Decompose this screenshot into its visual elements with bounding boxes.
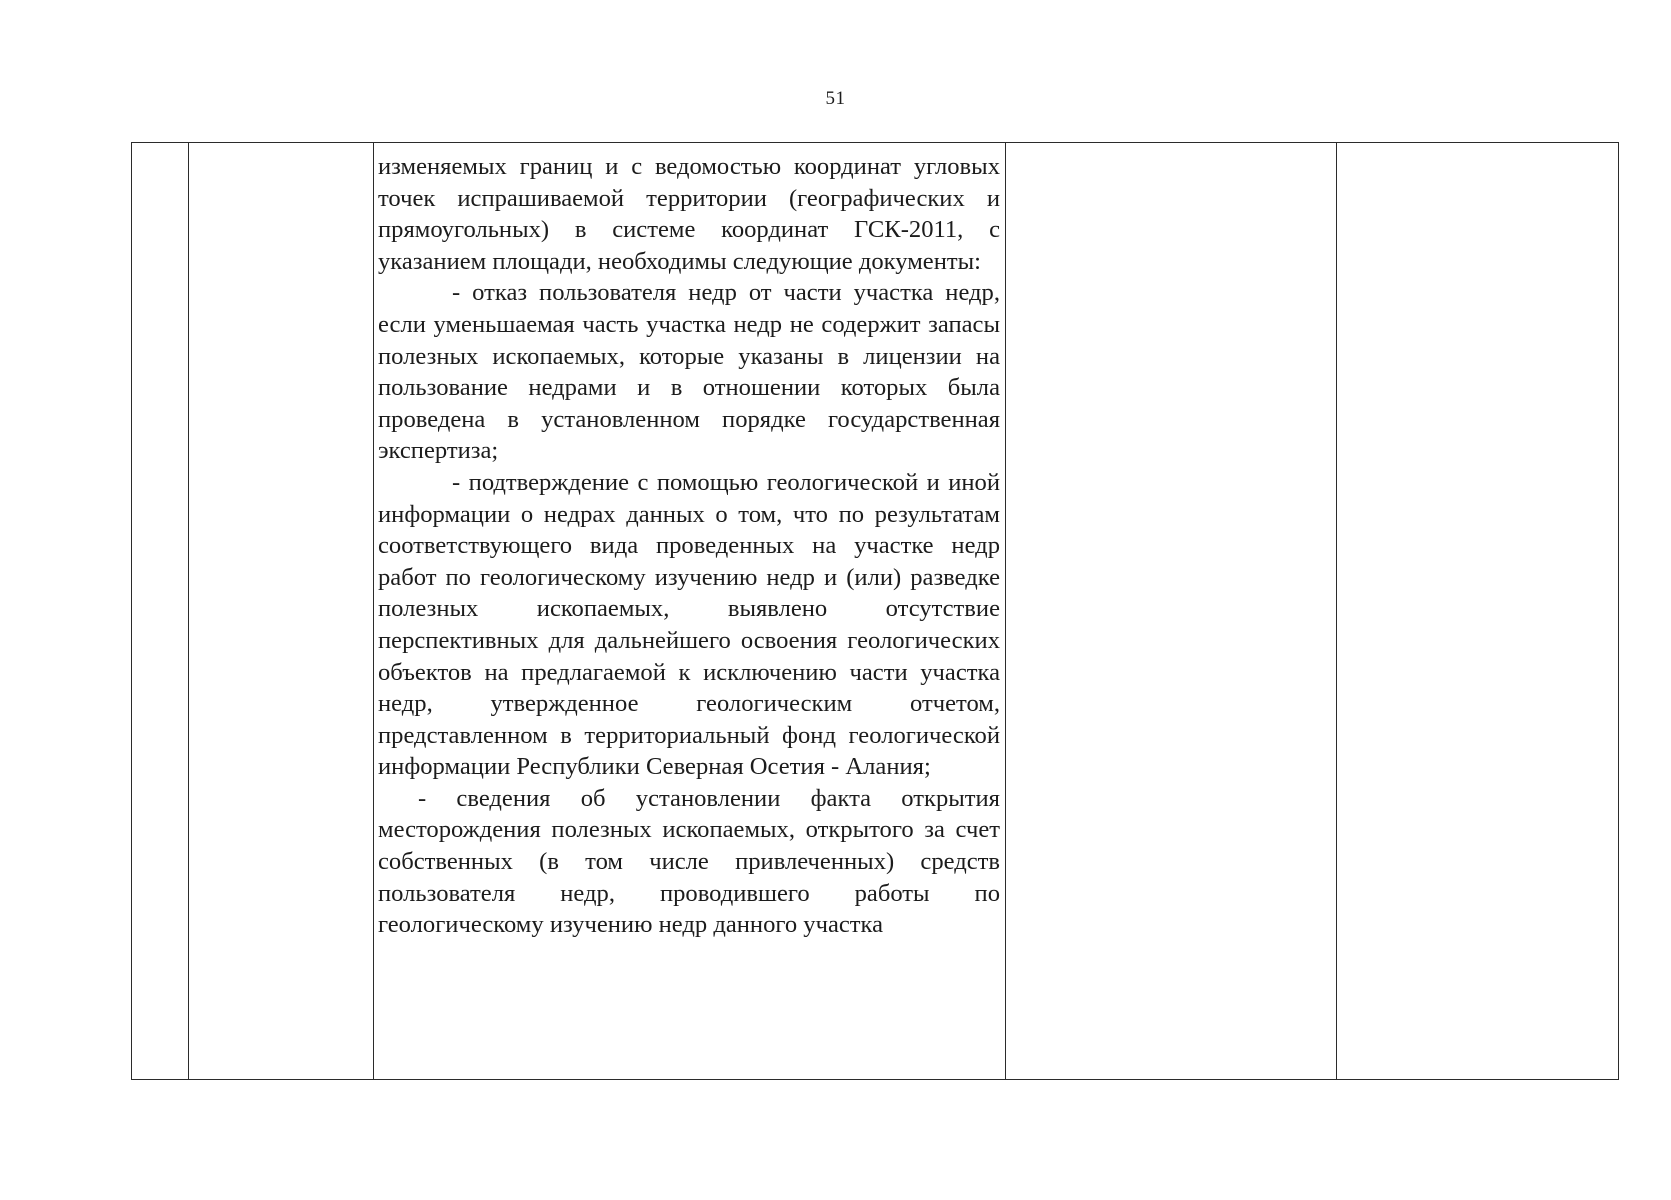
paragraph-intro: изменяемых границ и с ведомостью координат угловых точек испрашиваемой территории (географических и прямоугольных) в системе координат ГСК-2011, с указанием площади, необходимы следующие документы: bbox=[378, 153, 1000, 275]
column-divider-2 bbox=[373, 143, 374, 1079]
paragraph-refusal: - отказ пользователя недр от части участка недр, если уменьшаемая часть участка недр не содержит запасы полезных ископаемых, которые указаны в лицензии на пользование недрами и в отношении которых была проведена в установленном порядке государственная экспертиза; bbox=[378, 279, 1000, 465]
paragraph-discovery: - сведения об установлении факта открытия месторождения полезных ископаемых, открытого за счет собственных (в том числе привлеченных) средств пользователя недр, проводившего работы по геологическому изучению недр данного участка bbox=[378, 784, 1000, 939]
paragraph-confirmation: - подтверждение с помощью геологической и иной информации о недрах данных о том, что по результатам соответствующего вида проведенных на участке недр работ по геологическому изучению недр и (или) разведке полезных ископаемых, выявлено отсутствие перспективных для дальнейшего освоения геологических объектов на предлагаемой к исключению части участка недр, утвержденное геологическим отчетом, представленном в территориальный фонд геологической информации Республики Северная Осетия - Алания; bbox=[378, 468, 1000, 781]
column-divider-1 bbox=[188, 143, 189, 1079]
table-cell-requirements bbox=[378, 151, 1000, 941]
column-divider-4 bbox=[1336, 143, 1337, 1079]
page-number: 51 bbox=[825, 88, 846, 109]
document-table bbox=[131, 142, 1619, 1080]
column-divider-3 bbox=[1005, 143, 1006, 1079]
